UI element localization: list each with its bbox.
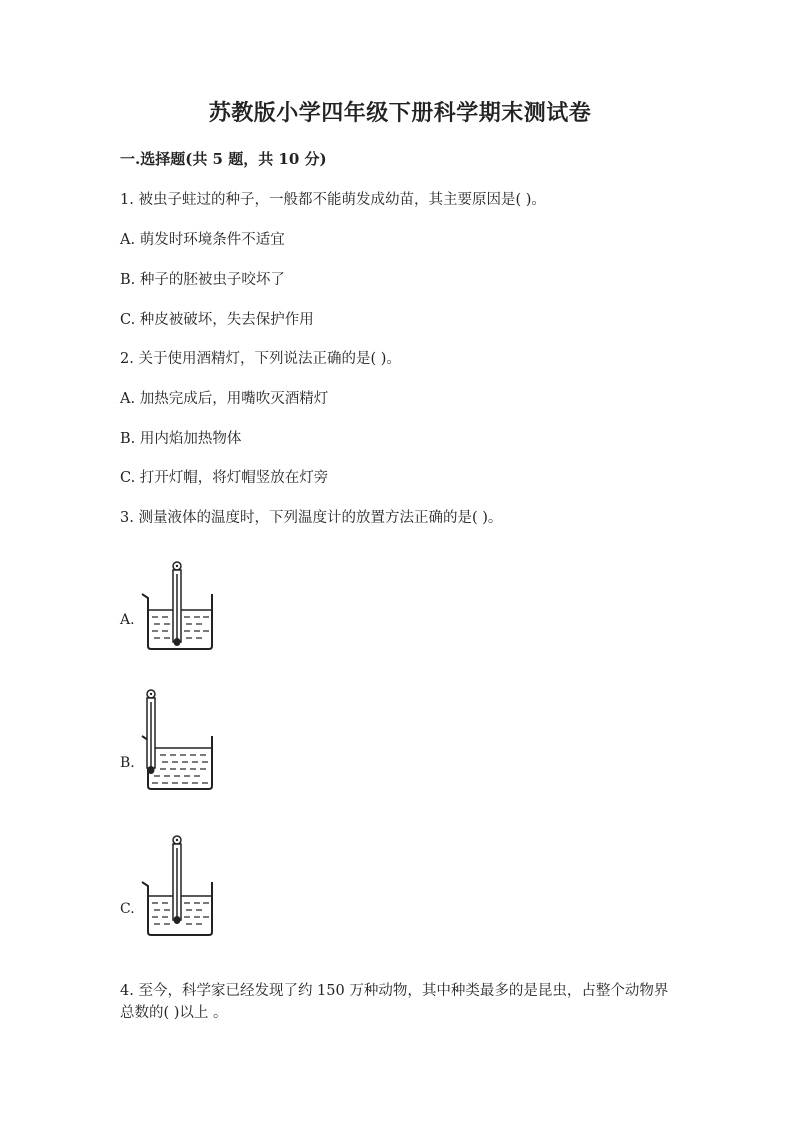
thermometer-beaker-a-figure <box>140 560 230 656</box>
question-3-option-b-label: B. <box>120 755 135 771</box>
question-2-option-a: A. 加热完成后，用嘴吹灭酒精灯 <box>120 391 329 407</box>
question-3-option-a-label: A. <box>120 612 135 628</box>
question-2-option-c: C. 打开灯帽，将灯帽竖放在灯旁 <box>120 470 329 486</box>
question-1-stem: 1. 被虫子蛀过的种子，一般都不能萌发成幼苗，其主要原因是( )。 <box>120 192 546 208</box>
section-heading: 一.选择题(共 5 题，共 10 分) <box>120 150 327 168</box>
question-1-option-a: A. 萌发时环境条件不适宜 <box>120 232 285 248</box>
question-3-stem: 3. 测量液体的温度时，下列温度计的放置方法正确的是( )。 <box>120 510 503 526</box>
question-2-option-b: B. 用内焰加热物体 <box>120 431 242 447</box>
thermometer-beaker-c-figure <box>140 834 230 940</box>
question-2-stem: 2. 关于使用酒精灯，下列说法正确的是( )。 <box>120 351 401 367</box>
question-4-stem: 4. 至今，科学家已经发现了约 150 万种动物，其中种类最多的是昆虫，占整个动物界总数的( )以上 。 <box>120 983 669 1021</box>
question-3-option-c-label: C. <box>120 901 135 917</box>
question-1-option-c: C. 种皮被破坏，失去保护作用 <box>120 312 314 328</box>
thermometer-beaker-b-figure <box>140 688 230 794</box>
question-1-option-b: B. 种子的胚被虫子咬坏了 <box>120 272 285 288</box>
page-title: 苏教版小学四年级下册科学期末测试卷 <box>208 100 592 126</box>
